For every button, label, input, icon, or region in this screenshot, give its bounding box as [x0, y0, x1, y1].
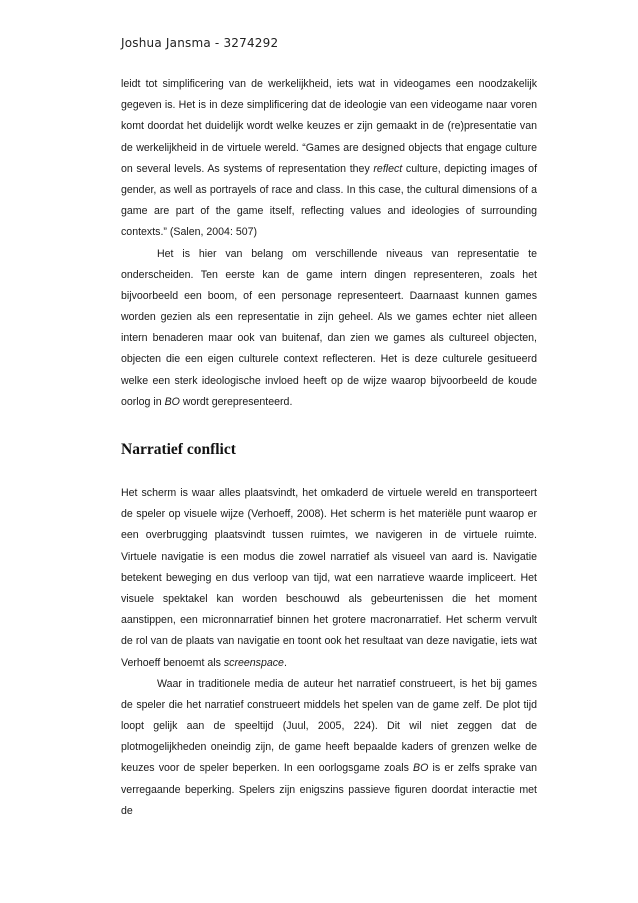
text-line: Het scherm is waar alles plaatsvindt, het omkaderd de virtuele wereld en transporteert	[121, 487, 537, 499]
text-line: aanstippen, een micronnarratief binnen het grotere macronarratief. Het scherm vervult	[121, 614, 537, 627]
italic-term: reflect	[373, 162, 403, 175]
text-line: verregaande beperking. Spelers zijn enigszins passieve figuren doordat interactie met de	[121, 783, 537, 817]
text-line: visuele spektakel kan worden beschouwd als gebeurtenissen die het moment	[121, 592, 537, 605]
text-line: onderscheiden. Ten eerste kan de game intern dingen representeren, zoals het	[121, 268, 537, 281]
document-body	[121, 74, 538, 817]
page-header-author: Joshua Jansma - 3274292	[121, 36, 279, 50]
text-line: welke een sterk ideologische invloed heeft op de wijze waarop bijvoorbeeld de koude	[121, 374, 537, 387]
section-heading: Narratief conflict	[121, 441, 236, 458]
text-line: on several levels. As systems of representation they reflect culture, depicting images of	[121, 162, 538, 175]
text-line: betekent beweging en dus verloop van tijd, wat een narratieve waarde impliceert. Het	[121, 571, 537, 584]
paragraph-1	[121, 74, 537, 244]
text-line: Verhoeff benoemt als screenspace.	[121, 656, 287, 669]
text-line: komt doordat het duidelijk wordt welke keuzes er zijn gemaakt in de (re)presentatie van	[121, 120, 537, 133]
text-line: een overbrugging plaatsvindt tussen ruimtes, we navigeren in de virtuele ruimte.	[121, 529, 537, 542]
text-line: Waar in traditionele media de auteur het narratief construeert, is het bij games	[157, 677, 537, 690]
text-line: gegeven is. Het is in deze simplificering dat de ideologie van een videogame naar voren	[121, 99, 537, 112]
text-line: Virtuele navigatie is een modus die zowel narratief als visueel van aard is. Navigatie	[121, 550, 537, 563]
text-line: plotmogelijkheden oneindig zijn, de game heeft bepaalde kaders of grenzen welke de	[121, 741, 537, 754]
text-line: objecten die een eigen culturele context reflecteren. Het is deze culturele gesitueerd	[121, 353, 537, 366]
text-line: oorlog in BO wordt gerepresenteerd.	[121, 395, 293, 408]
italic-term: screenspace	[223, 656, 284, 669]
text-line: de werkelijkheid in de virtuele wereld. “Games are designed objects that engage culture	[121, 141, 537, 154]
text-line: game are part of the game itself, reflecting values and ideologies of surrounding	[121, 205, 537, 218]
paragraph-4	[121, 674, 537, 817]
text-line: bijvoorbeeld een boom, of een personage representeert. Daarnaast kunnen games	[121, 289, 537, 302]
text-line: de speler op visuele wijze (Verhoeff, 2008). Het scherm is het materiële punt waarop er	[121, 508, 537, 521]
text-line: Het is hier van belang om verschillende niveaus van representatie te	[157, 247, 537, 260]
text-line: leidt tot simplificering van de werkelijkheid, iets wat in videogames een noodzakelijk	[121, 78, 537, 90]
text-line: de speler die het narratief construeert middels het spelen van de game zelf. De plot tijd	[121, 698, 537, 711]
paragraph-2	[121, 244, 537, 414]
text-line: loopt gelijk aan de speeltijd (Juul, 2005, 224). Dit wil niet zeggen dat de	[121, 720, 537, 733]
italic-term: BO	[164, 395, 180, 408]
text-line: contexts.” (Salen, 2004: 507)	[121, 226, 258, 239]
text-line: intern benaderen maar ook van buitenaf, dan zien we games als cultureel objecten,	[121, 332, 537, 345]
text-line: de rol van de plaats van navigatie en toont ook het resultaat van deze navigatie, iets wat	[121, 635, 537, 648]
paragraph-3	[121, 483, 537, 674]
text-line: worden gezien als een representatie in zijn geheel. Als we games echter niet alleen	[121, 311, 537, 324]
text-line: gender, as well as portrayels of race and class. In this case, the cultural dimensions of a	[121, 183, 537, 196]
text-line: keuzes voor de speler beperken. In een oorlogsgame zoals BO is er zelfs sprake van	[121, 762, 537, 775]
italic-term: BO	[413, 762, 429, 775]
